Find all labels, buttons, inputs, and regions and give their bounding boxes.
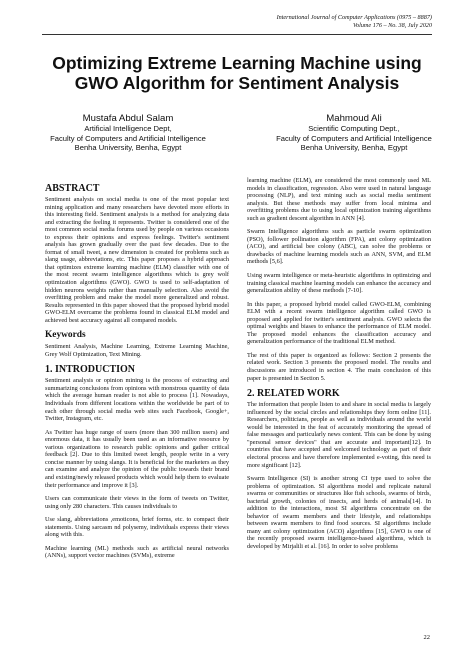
author-faculty: Faculty of Computers and Artificial Intelligence — [50, 133, 206, 143]
author-dept: Artificial Intelligence Dept, — [84, 124, 172, 133]
body-paragraph: learning machine (ELM), are considered the most commonly used ML models in classification, regression. Also were used in natural language processing (NLP), and text mining such as social media sentiment analysis. But these methods may suffer from local minima and overfitting problems due to using local optimization training algorithms such as gradient descent algorithm in ANN [4]. — [247, 177, 431, 222]
intro-paragraph: Users can communicate their views in the form of tweets on Twitter, using only 280 characters. This causes individuals to — [45, 495, 229, 510]
header-rule — [42, 34, 432, 35]
body-paragraph: In this paper, a proposed hybrid model called GWO-ELM, combining ELM with a recent swarm intelligence algorithm called GWO is proposed and applied for twitter's sentiment analysis. GWO selects the optimal weights and biases to enhance the performance of ELM model. The proposed model enhances the classification accuracy and generalization performance of the traditional ELM method. — [247, 300, 431, 346]
related-work-heading: 2. RELATED WORK — [247, 388, 340, 400]
journal-header — [277, 14, 432, 30]
author-name: Mahmoud Ali — [326, 113, 382, 124]
journal-name: International Journal of Computer Applications (0975 – 8887) — [276, 14, 432, 21]
body-paragraph: Using swarm intelligence or meta-heuristic algorithms in optimizing and training classical machine learning models can enhance the accuracy and generalization ability of these methods [7-10]. — [247, 272, 431, 295]
related-paragraph: The information that people listen to and share in social media is largely influenced by the social circles and relationships they form online [11]. Researchers, politicians, people as well as individuals around the world would be interested in the feat of accurately monitoring the spread of false messages and particularly news content. This can be done by using "personal sensor devices" that are accurate and important[12]. In countries that have accepted and welcomed technology as part of their electoral process and have therefore implemented e-voting, this need is more significant [12]. — [247, 401, 431, 469]
intro-paragraph: Machine learning (ML) methods such as artificial neural networks (ANNs), support vector machines (SVMs), extreme — [45, 544, 229, 560]
related-paragraph: Swarm Intelligence (SI) is another strong CI type used to solve the problems of optimization. SI algorithms model and replicate natural swarms or communities or structures like fish schools, swarms of birds, bacterial growth, colonies of insects, and herds of animals[14]. In addition to the interactions, most SI algorithms concentrate on the behavior of swarm members and their lifestyle, and relationships between swarm members to find food sources. SI algorithms include many ant colony optimization (ACO) algorithms [15], GWO is one of the recently proposed swarm intelligence-based algorithms, which is developed by Mirjalili et al. [16]. In order to solve problems — [247, 475, 431, 550]
paper-title: Optimizing Extreme Learning Machine using GWO Algorithm for Sentiment Analysis — [52, 53, 422, 93]
body-paragraph: The rest of this paper is organized as follows: Section 2 presents the related work. Section 3 presents the proposed model. The results and discussions are introduced in section 4. The main conclusion of this paper is presented in Section 5. — [247, 351, 431, 382]
author-block-1 — [28, 113, 228, 153]
keywords-heading: Keywords — [45, 330, 86, 341]
author-faculty: Faculty of Computers and Artificial Intelligence — [276, 133, 432, 143]
abstract-heading: ABSTRACT — [45, 183, 100, 194]
page-number: 22 — [423, 634, 430, 641]
journal-volume: Volume 176 – No. 38, July 2020 — [352, 22, 432, 29]
author-name: Mustafa Abdul Salam — [82, 113, 174, 124]
intro-paragraph: Use slang, abbreviations ,emoticons, brief forms, etc. to compact their statements. Using sarcasm nd polysemy, individuals express their views along with this. — [45, 516, 229, 539]
author-block-2 — [254, 113, 454, 153]
left-column — [45, 183, 229, 566]
intro-paragraph: Sentiment analysis or opinion mining is the process of extracting and summarizing conclusions from opinions with monstrous quantity of data which the average human reader is not able to process [1]. Nowadays, Individuals from different locations within the worldwide be part of to each other through social media web sites such Facebook, Google+, Twitter, Instagram, etc. — [45, 377, 229, 423]
abstract-text: Sentiment analysis on social media is one of the most popular text mining application and many researchers have devoted more efforts in this interesting field. Sentiment analysis is a method for analyzing data and extracting the feeling it represents. Twitter is considered one of the most common social media forums used by people on various occasions to express their opinions and express feelings. Twitter's sentiment analysis has grown gradually over the past few decades. Due to the format of small tweet, a new dimension is created for problems such as slang usage, abbreviations, etc. This paper proposes a hybrid approach that optimizes extreme learning machine (ELM) classifier with one of the most recent swarm intelligence algorithms which is grey wolf optimization algorithms (GWO). GWO is used to self-adaptation of hidden neurons weights rather than manually selection. Also avoid the overfitting problem and make the model more generalized and robust. Results represented in this paper showed that the proposed hybrid model GWO-ELM overcame the problems found in classical ELM model and achieved best accuracy against all compared models. — [45, 196, 229, 324]
author-dept: Scientific Computing Dept., — [308, 124, 400, 133]
introduction-heading: 1. INTRODUCTION — [45, 364, 136, 376]
intro-paragraph: As Twitter has huge range of users (more than 300 million users) and enormous data, it has usually been used as an informative resource by various organizations to research public opinions and gather critical feedback [2]. Due to this limited tweet length, people write in a very concise manner by using slangs. It is beneficial for the marketers as they can examine and analyze the opinion of the public towards their brand and existing/newly released products which would help them to evaluate their performance and improve it [3]. — [45, 428, 229, 489]
right-column — [247, 177, 431, 557]
body-paragraph: Swarm Intelligence algorithms such as particle swarm optimization (PSO), follower pollination algorithm (FPA), ant colony optimization (ACO), and artificial bee colony (ABC), can solve the problems or drawbacks of machine learning models such as ANN, SVM, and ELM methods [5,6]. — [247, 228, 431, 266]
keywords-text: Sentiment Analysis, Machine Learning, Extreme Learning Machine, Grey Wolf Optimization, Text Mining. — [45, 343, 229, 358]
author-university: Benha University, Benha, Egypt — [300, 143, 408, 153]
author-university: Benha University, Benha, Egypt — [74, 143, 182, 153]
